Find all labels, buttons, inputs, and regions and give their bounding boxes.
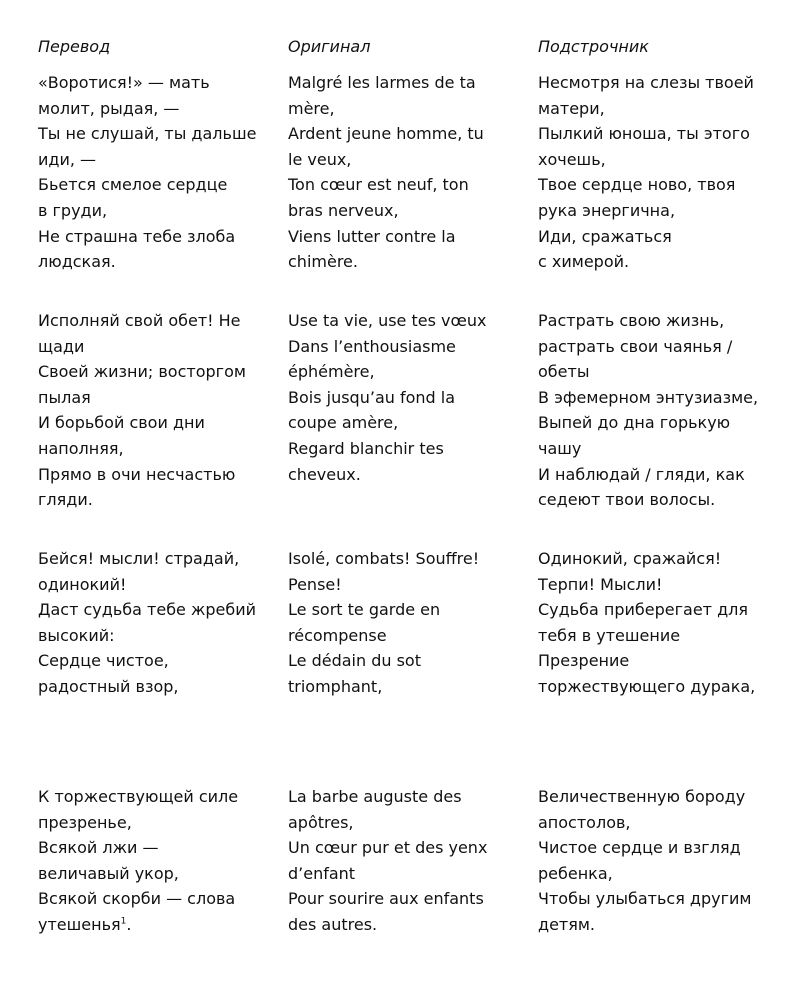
verse-line: людская.	[38, 252, 116, 272]
final-punctuation: .	[126, 914, 132, 934]
column-translation	[38, 36, 278, 989]
verse-line: Прямо в очи несчастью	[38, 464, 236, 484]
stanza	[288, 546, 528, 751]
verse-line: Чистое сердце и взгляд	[538, 838, 741, 858]
verse-line: Чтобы улыбаться другим	[538, 889, 752, 909]
verse-line: coupe amère,	[288, 413, 399, 433]
verse-line: Ardent jeune homme, tu	[288, 124, 484, 144]
column-header-interlinear: Подстрочник	[538, 37, 649, 56]
verse-line: chimère.	[288, 252, 358, 272]
verse-line: Le dédain du sot	[288, 651, 421, 671]
column-original	[288, 36, 528, 989]
verse-line: тебя в утешение	[538, 625, 681, 645]
verse-line: Le sort te garde en	[288, 600, 441, 620]
verse-line: Dans l’enthousiasme	[288, 336, 456, 356]
verse-line: растрать свои чаянья /	[538, 336, 733, 356]
verse-line: récompense	[288, 625, 387, 645]
verse-line-with-footnote	[38, 912, 278, 938]
verse-line: Не страшна тебе злоба	[38, 226, 236, 246]
column-interlinear	[538, 36, 778, 989]
verse-line: Своей жизни; восторгом	[38, 362, 246, 382]
verse-line: И наблюдай / гляди, как	[538, 464, 745, 484]
verse-line: презренье,	[38, 812, 132, 832]
verse-line: éphémère,	[288, 362, 375, 382]
verse-line: Viens lutter contre la	[288, 226, 456, 246]
verse-line: И борьбой свои дни	[38, 413, 205, 433]
verse-line: иди, —	[38, 149, 97, 169]
verse-line: в груди,	[38, 200, 108, 220]
stanza	[538, 308, 778, 513]
verse-line: матери,	[538, 98, 605, 118]
stanza	[38, 784, 278, 989]
stanza	[538, 546, 778, 751]
verse-line: одинокий!	[38, 574, 127, 594]
verse-line: Regard blanchir tes	[288, 438, 444, 458]
stanza	[38, 546, 278, 751]
verse-line: Сердце чистое,	[38, 651, 169, 671]
verse-line: рука энергична,	[538, 200, 676, 220]
verse-line: Иди, сражаться	[538, 226, 672, 246]
verse-line: Исполняй свой обет! Не	[38, 311, 241, 330]
verse-line: Pense!	[288, 574, 342, 594]
verse-line: щади	[38, 336, 85, 356]
verse-line: Pour sourire aux enfants	[288, 889, 484, 909]
verse-line: Бейся! мысли! страдай,	[38, 549, 240, 568]
verse-line: Malgré les larmes de ta	[288, 73, 476, 92]
verse-line-text: утешенья	[38, 914, 121, 934]
verse-line: triomphant,	[288, 676, 383, 696]
column-header-translation: Перевод	[38, 37, 111, 56]
verse-line: apôtres,	[288, 812, 354, 832]
verse-line: Use ta vie, use tes vœux	[288, 311, 487, 330]
stanza	[538, 784, 778, 989]
verse-line: ребенка,	[538, 863, 613, 883]
verse-line: молит, рыдая, —	[38, 98, 180, 118]
verse-line: Растрать свою жизнь,	[538, 311, 725, 330]
stanza	[288, 784, 528, 989]
verse-line: Несмотря на слезы твоей	[538, 73, 754, 92]
verse-line: седеют твои волосы.	[538, 490, 716, 510]
column-header-original: Оригинал	[288, 37, 371, 56]
verse-line: радостный взор,	[38, 676, 179, 696]
verse-line: Пылкий юноша, ты этого	[538, 124, 750, 144]
verse-line: хочешь,	[538, 149, 606, 169]
verse-line: гляди.	[38, 490, 93, 510]
verse-line: Даст судьба тебе жребий	[38, 600, 257, 620]
verse-line: Судьба приберегает для	[538, 600, 748, 620]
verse-line: La barbe auguste des	[288, 787, 462, 806]
verse-line: высокий:	[38, 625, 115, 645]
verse-line: cheveux.	[288, 464, 361, 484]
verse-line: bras nerveux,	[288, 200, 399, 220]
stanza	[288, 70, 528, 275]
stanza	[38, 70, 278, 275]
verse-line: наполняя,	[38, 438, 124, 458]
verse-line: Выпей до дна горькую	[538, 413, 731, 433]
verse-line: Bois jusqu’au fond la	[288, 387, 456, 407]
verse-line: детям.	[538, 914, 596, 934]
footnote-mark: 1	[120, 916, 127, 927]
verse-line: Презрение	[538, 651, 630, 671]
verse-line: Твое сердце ново, твоя	[538, 175, 736, 195]
verse-line: обеты	[538, 362, 590, 382]
verse-line: Ton cœur est neuf, ton	[288, 175, 469, 195]
verse-line: Всякой лжи —	[38, 838, 159, 858]
verse-line: чашу	[538, 438, 582, 458]
verse-line: апостолов,	[538, 812, 631, 832]
verse-line: Бьется смелое сердце	[38, 175, 228, 195]
verse-line: Одинокий, сражайся!	[538, 549, 722, 568]
verse-line: с химерой.	[538, 252, 630, 272]
verse-line: Un cœur pur et des yenx	[288, 838, 488, 858]
verse-line: des autres.	[288, 914, 378, 934]
verse-line: торжествующего дурака,	[538, 676, 756, 696]
verse-line: величавый укор,	[38, 863, 179, 883]
verse-line: le veux,	[288, 149, 352, 169]
stanza	[288, 308, 528, 513]
verse-line: К торжествующей силе	[38, 787, 239, 806]
verse-line: Терпи! Мысли!	[538, 574, 663, 594]
verse-line: mère,	[288, 98, 335, 118]
verse-line: Всякой скорби — слова	[38, 889, 236, 909]
verse-line: Isolé, combats! Souffre!	[288, 549, 480, 568]
verse-line: «Воротися!» — мать	[38, 73, 210, 92]
verse-line: Ты не слушай, ты дальше	[38, 124, 257, 144]
verse-line: В эфемерном энтузиазме,	[538, 387, 759, 407]
verse-line: Величественную бороду	[538, 787, 746, 806]
stanza	[38, 308, 278, 513]
stanza	[538, 70, 778, 275]
verse-line: пылая	[38, 387, 91, 407]
verse-line: d’enfant	[288, 863, 356, 883]
